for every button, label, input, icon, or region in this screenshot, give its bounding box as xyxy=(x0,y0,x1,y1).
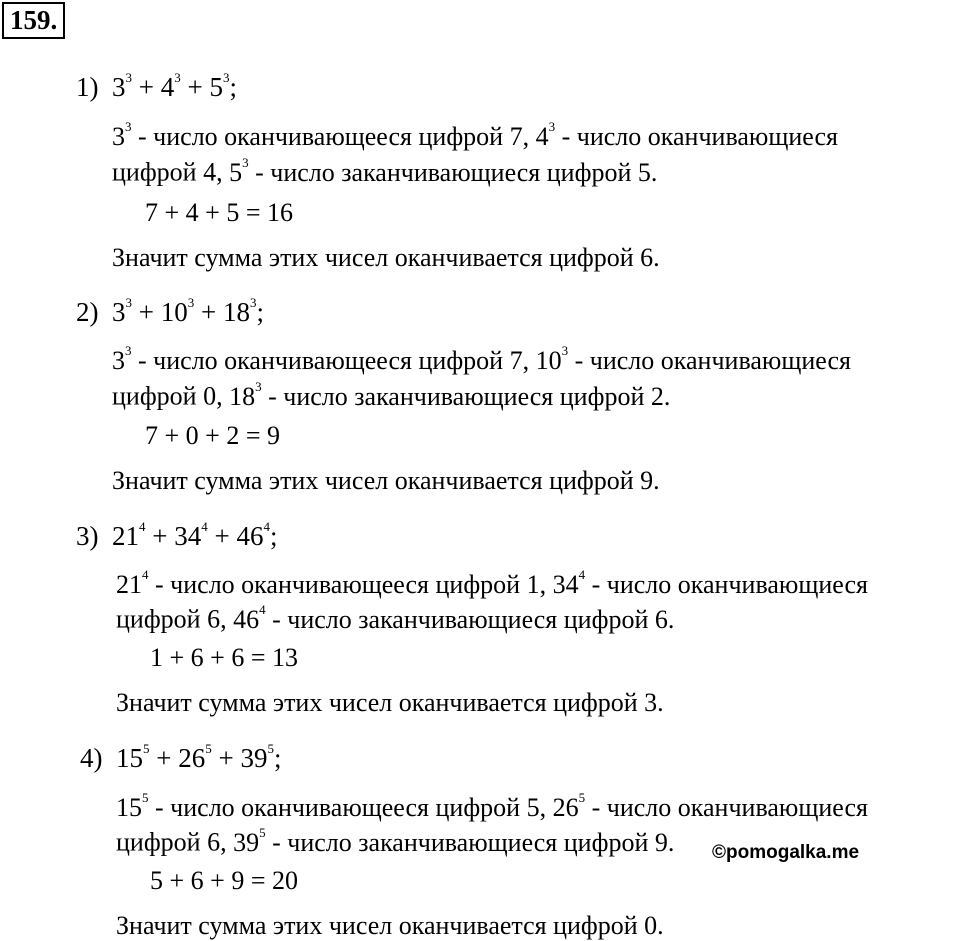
item-4-conclusion: Значит сумма этих чисел оканчивается цифрой 0. xyxy=(116,911,664,940)
item-2-explanation-line-2 xyxy=(112,376,670,412)
term-joiner: ; xyxy=(256,297,264,327)
item-1-explanation-line-2 xyxy=(112,152,657,188)
term-joiner: + xyxy=(194,297,223,327)
power-exponent: 3 xyxy=(174,70,181,85)
power-base: 4 xyxy=(535,121,549,151)
power-exponent: 3 xyxy=(561,343,569,358)
item-label: 3) xyxy=(76,521,99,551)
item-2-explanation-line-1 xyxy=(112,340,851,376)
power-exponent: 5 xyxy=(143,741,150,756)
power-exponent: 4 xyxy=(139,519,146,534)
item-3-explanation-line-2 xyxy=(116,599,674,635)
item-3-explanation-line-1 xyxy=(116,564,868,600)
item-1-sum: 7 + 4 + 5 = 16 xyxy=(145,198,293,227)
power-exponent: 3 xyxy=(548,119,556,134)
item-label: 2) xyxy=(76,297,99,327)
power-exponent: 3 xyxy=(249,295,257,310)
term-joiner: - число оканчивающееся цифрой 7, xyxy=(131,121,536,151)
expression xyxy=(112,521,277,551)
power-exponent: 3 xyxy=(125,295,132,310)
term-joiner: - число оканчивающиеся xyxy=(568,345,851,375)
explanation-text xyxy=(229,379,671,411)
item-3-expression xyxy=(76,516,277,551)
power-base: 5 xyxy=(229,157,243,187)
power-base: 3 xyxy=(112,72,126,102)
power-exponent: 3 xyxy=(255,379,262,394)
power-base: 5 xyxy=(209,72,223,102)
power-exponent: 4 xyxy=(142,567,149,582)
term-joiner: ; xyxy=(229,72,237,102)
item-label: 4) xyxy=(80,743,103,773)
power-exponent: 5 xyxy=(142,790,149,805)
item-4-explanation-line-2 xyxy=(116,822,674,858)
power-base: 21 xyxy=(116,569,142,599)
term-joiner: + xyxy=(211,743,241,773)
power-exponent: 4 xyxy=(259,602,266,617)
term-joiner: - число оканчивающееся цифрой 7, xyxy=(131,345,536,375)
explanation-text xyxy=(116,567,868,599)
power-exponent: 3 xyxy=(187,295,195,310)
power-base: 15 xyxy=(116,792,142,822)
power-exponent: 3 xyxy=(125,119,132,134)
power-base: 39 xyxy=(233,827,260,857)
power-base: 21 xyxy=(112,521,139,551)
power-base: 26 xyxy=(552,792,579,822)
explanation-text xyxy=(233,825,675,857)
item-1-conclusion: Значит сумма этих чисел оканчивается цифрой 6. xyxy=(112,243,660,272)
term-joiner: - число оканчивающиеся xyxy=(555,121,838,151)
power-base: 18 xyxy=(229,381,256,411)
power-exponent: 5 xyxy=(578,790,586,805)
item-4-sum: 5 + 6 + 9 = 20 xyxy=(150,866,298,895)
explanation-text xyxy=(229,155,658,187)
expression xyxy=(112,72,237,102)
problem-number: 159. xyxy=(2,2,65,39)
power-exponent: 5 xyxy=(267,741,274,756)
item-2-expression xyxy=(76,292,264,327)
item-4-expression xyxy=(80,738,281,773)
power-base: 15 xyxy=(116,743,143,773)
explanation-text xyxy=(233,602,675,634)
power-exponent: 5 xyxy=(259,825,266,840)
term-joiner: + xyxy=(207,521,237,551)
item-4-explanation-line-1 xyxy=(116,787,868,823)
power-base: 3 xyxy=(112,345,125,375)
power-base: 18 xyxy=(222,297,250,327)
power-exponent: 4 xyxy=(263,519,270,534)
term-joiner: ; xyxy=(273,743,282,773)
power-exponent: 4 xyxy=(201,519,208,534)
term-joiner: - число оканчивающиеся xyxy=(585,792,868,822)
explanation-text: цифрой 6, xyxy=(116,827,234,857)
power-base: 3 xyxy=(112,297,126,327)
power-exponent: 3 xyxy=(125,343,132,358)
term-joiner: + xyxy=(132,297,161,327)
watermark: ©pomogalka.me xyxy=(712,842,860,863)
power-base: 39 xyxy=(240,743,268,773)
term-joiner: - число заканчивающиеся цифрой 5. xyxy=(248,157,658,187)
power-base: 34 xyxy=(174,521,202,551)
power-base: 10 xyxy=(535,345,562,375)
power-base: 10 xyxy=(160,297,188,327)
expression xyxy=(116,743,281,773)
item-2-conclusion: Значит сумма этих чисел оканчивается цифрой 9. xyxy=(112,466,660,495)
power-exponent: 5 xyxy=(205,741,212,756)
term-joiner: ; xyxy=(269,521,278,551)
term-joiner: - число заканчивающиеся цифрой 6. xyxy=(265,604,675,634)
item-2-sum: 7 + 0 + 2 = 9 xyxy=(145,421,280,450)
power-base: 26 xyxy=(178,743,206,773)
power-base: 4 xyxy=(160,72,175,102)
item-3-sum: 1 + 6 + 6 = 13 xyxy=(150,643,298,672)
explanation-text xyxy=(112,343,851,375)
term-joiner: - число оканчивающееся цифрой 1, xyxy=(148,569,553,599)
power-exponent: 3 xyxy=(242,155,249,170)
explanation-text: цифрой 0, xyxy=(112,381,230,411)
power-exponent: 3 xyxy=(222,70,230,85)
power-base: 34 xyxy=(552,569,579,599)
item-1-expression xyxy=(76,67,237,102)
term-joiner: + xyxy=(145,521,175,551)
power-base: 46 xyxy=(236,521,264,551)
explanation-text xyxy=(116,790,868,822)
item-3-conclusion: Значит сумма этих чисел оканчивается цифрой 3. xyxy=(116,688,664,717)
term-joiner: - число заканчивающиеся цифрой 2. xyxy=(261,381,671,411)
term-joiner: + xyxy=(180,72,210,102)
explanation-text xyxy=(112,119,838,151)
power-base: 46 xyxy=(233,604,260,634)
power-exponent: 4 xyxy=(578,567,586,582)
expression xyxy=(112,297,264,327)
term-joiner: + xyxy=(149,743,179,773)
item-1-explanation-line-1 xyxy=(112,116,838,152)
explanation-text: цифрой 6, xyxy=(116,604,234,634)
explanation-text: цифрой 4, xyxy=(112,157,230,187)
term-joiner: - число оканчивающиеся xyxy=(585,569,868,599)
term-joiner: - число оканчивающееся цифрой 5, xyxy=(148,792,553,822)
term-joiner: + xyxy=(132,72,161,102)
power-exponent: 3 xyxy=(125,70,132,85)
item-label: 1) xyxy=(76,72,99,102)
term-joiner: - число заканчивающиеся цифрой 9. xyxy=(265,827,675,857)
power-base: 3 xyxy=(112,121,125,151)
